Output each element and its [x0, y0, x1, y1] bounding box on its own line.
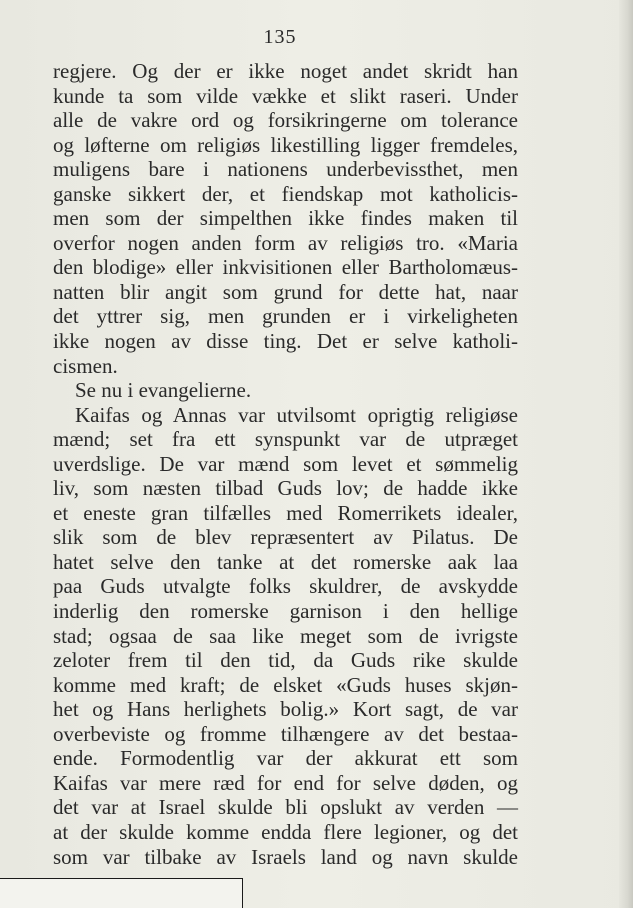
text-line: slik som de blev repræsentert av Pilatus. De	[53, 525, 518, 550]
text-line: stad; ogsaa de saa like meget som de ivrigste	[53, 623, 518, 648]
text-line: het og Hans herlighets bolig.» Kort sagt, de var	[53, 697, 518, 722]
text-line: at der skulde komme endda flere legioner, og det	[53, 819, 518, 844]
bottom-left-frame-corner	[0, 878, 243, 908]
text-line: Kaifas var mere ræd for end for selve døden, og	[53, 770, 518, 795]
text-line: ende. Formodentlig var der akkurat ett som	[53, 746, 518, 771]
text-line: men som der simpelthen ikke findes maken til	[53, 206, 518, 231]
text-line: kunde ta som vilde vække et slikt raseri. Under	[53, 83, 518, 108]
text-line: overbeviste og fromme tilhængere av det bestaa-	[53, 721, 518, 746]
text-line: ikke nogen av disse ting. Det er selve katholi-	[53, 329, 518, 354]
page-number: 135	[263, 26, 297, 48]
text-line: muligens bare i nationens underbevissthet, men	[53, 157, 518, 182]
text-line: alle de vakre ord og forsikringerne om tolerance	[53, 108, 518, 133]
text-line: den blodige» eller inkvisitionen eller Bartholomæus-	[53, 255, 518, 280]
text-line: inderlig den romerske garnison i den hellige	[53, 599, 518, 624]
text-line: det var at Israel skulde bli opslukt av verden —	[53, 795, 518, 820]
text-line: ganske sikkert der, et fiendskap mot katholicis-	[53, 181, 518, 206]
body-text	[53, 59, 518, 869]
text-line: det yttrer sig, men grunden er i virkeligheten	[53, 304, 518, 329]
text-line: komme med kraft; de elsket «Guds huses skjøn-	[53, 672, 518, 697]
text-line: regjere. Og der er ikke noget andet skridt han	[53, 59, 518, 83]
page-edge-shadow	[619, 0, 633, 908]
text-line: liv, som næsten tilbad Guds lov; de hadde ikke	[53, 476, 518, 501]
text-line: overfor nogen anden form av religiøs tro. «Maria	[53, 230, 518, 255]
text-line: Kaifas og Annas var utvilsomt oprigtig religiøse	[75, 402, 518, 427]
text-line: zeloter frem til den tid, da Guds rike skulde	[53, 648, 518, 673]
text-line: uverdslige. De var mænd som levet et sømmelig	[53, 451, 518, 476]
text-line: cismen.	[53, 353, 118, 378]
text-line: som var tilbake av Israels land og navn skulde	[53, 844, 518, 869]
text-line: paa Guds utvalgte folks skuldrer, de avskydde	[53, 574, 518, 599]
text-line: mænd; set fra ett synspunkt var de utpræget	[53, 427, 518, 452]
text-line: hatet selve den tanke at det romerske aak laa	[53, 549, 518, 574]
text-line: natten blir angit som grund for dette hat, naar	[53, 279, 518, 304]
text-line: et eneste gran tilfælles med Romerrikets idealer,	[53, 500, 518, 525]
text-line: og løfterne om religiøs likestilling ligger fremdeles,	[53, 132, 518, 157]
text-line: Se nu i evangelierne.	[75, 378, 252, 403]
